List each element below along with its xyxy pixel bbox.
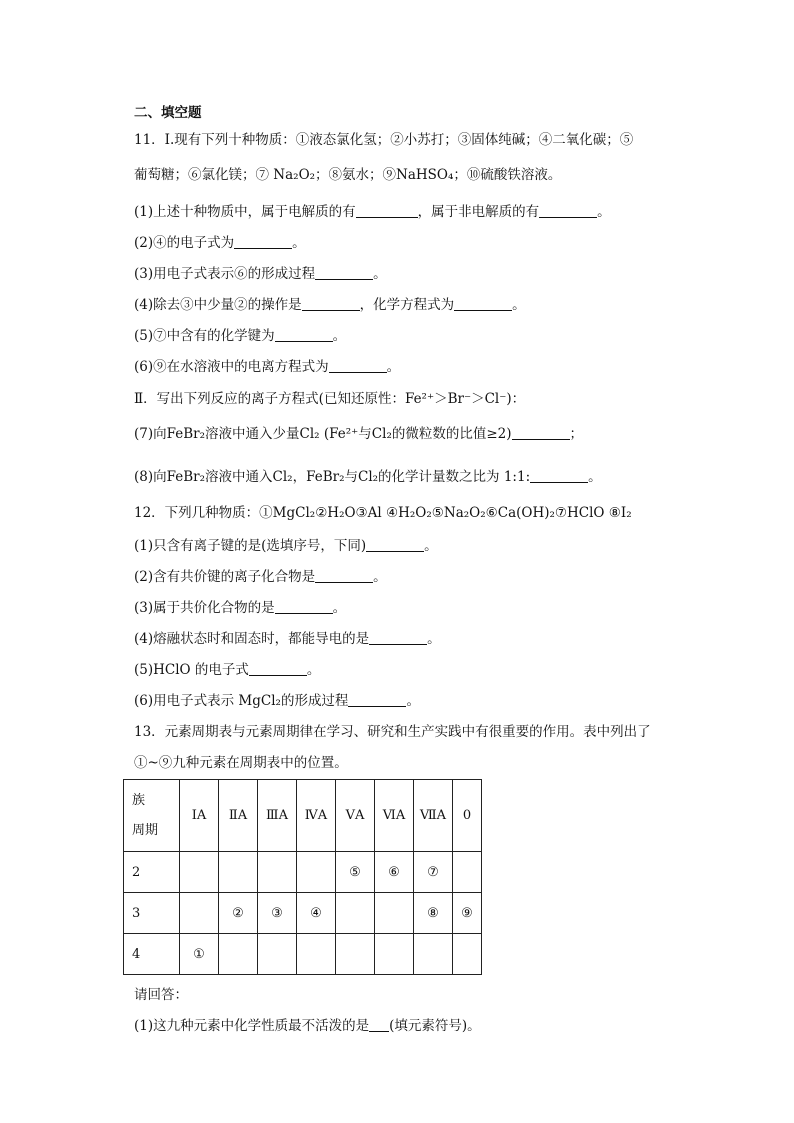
table-cell <box>453 934 482 975</box>
table-cell <box>297 852 336 893</box>
semicolon: ； <box>569 426 584 442</box>
answer-blank[interactable] <box>315 265 373 280</box>
q13-answer-prompt: 请回答： <box>134 987 188 1003</box>
q13-intro-line1: 13．元素周期表与元素周期律在学习、研究和生产实践中有很重要的作用。表中列出了 <box>134 724 651 740</box>
period: 。 <box>424 538 438 554</box>
table-cell <box>336 934 375 975</box>
q11-part4-text-b: ，化学方程式为 <box>359 297 455 313</box>
answer-blank[interactable] <box>302 296 360 311</box>
q11-part2-text: (2)④的电子式为 <box>134 235 235 251</box>
answer-blank[interactable] <box>512 425 570 440</box>
table-row <box>124 893 482 934</box>
q12-part5 <box>134 661 320 679</box>
q11-intro-line2: 葡萄糖；⑥氯化镁；⑦ Na₂O₂；⑧氨水；⑨NaHSO₄；⑩硫酸铁溶液。 <box>134 167 562 183</box>
q11-part1-text-a: (1)上述十种物质中，属于电解质的有 <box>134 204 356 220</box>
table-cell: ⑨ <box>453 893 482 934</box>
period-label: 4 <box>124 934 180 975</box>
answer-blank[interactable] <box>369 1017 389 1032</box>
group-header: ⅠA <box>180 780 219 852</box>
table-cell <box>180 893 219 934</box>
period: 。 <box>332 600 347 616</box>
table-header-row <box>124 780 482 852</box>
answer-blank[interactable] <box>234 234 292 249</box>
table-cell <box>375 893 414 934</box>
q12-part4-text: (4)熔融状态时和固态时，都能导电的是 <box>134 631 370 647</box>
q11-part5 <box>134 327 346 345</box>
period: 。 <box>386 359 401 375</box>
period-label: 3 <box>124 893 180 934</box>
q13-part1-text-a: (1)这九种元素中化学性质最不活泼的是 <box>134 1018 370 1034</box>
period: 。 <box>588 469 602 485</box>
q11-part4-text-a: (4)除去③中少量②的操作是 <box>134 297 302 313</box>
q12-part3 <box>134 599 346 617</box>
group-header: 0 <box>453 780 482 852</box>
table-row <box>124 852 482 893</box>
table-cell: ② <box>219 893 258 934</box>
table-cell <box>414 934 453 975</box>
answer-blank[interactable] <box>539 203 597 218</box>
q11-part7 <box>134 425 583 443</box>
answer-blank[interactable] <box>530 468 588 483</box>
period: 。 <box>406 693 420 709</box>
period: 。 <box>373 266 387 282</box>
q12-intro: 12．下列几种物质：①MgCl₂②H₂O③Al ④H₂O₂⑤Na₂O₂⑥Ca(OH)₂⑦HClO ⑧I₂ <box>134 505 632 521</box>
q12-part6-text: (6)用电子式表示 MgCl₂的形成过程 <box>134 693 349 709</box>
table-cell <box>336 893 375 934</box>
group-header: ⅣA <box>297 780 336 852</box>
period: 。 <box>512 297 526 313</box>
table-cell: ③ <box>258 893 297 934</box>
answer-blank[interactable] <box>348 692 406 707</box>
q11-part1-text-b: ，属于非电解质的有 <box>417 204 540 220</box>
q11-part1-end: 。 <box>597 204 611 220</box>
table-cell <box>375 934 414 975</box>
period-label: 2 <box>124 852 180 893</box>
answer-blank[interactable] <box>275 599 333 614</box>
q12-part2 <box>134 568 387 586</box>
q11-part6 <box>134 358 400 376</box>
table-row <box>124 934 482 975</box>
stub-period-label: 周期 <box>132 822 159 838</box>
section-title: 二、填空题 <box>134 105 202 121</box>
q12-part1-text: (1)只含有离子键的是(选填序号，下同) <box>134 538 367 554</box>
q13-intro-line2: ①~⑨九种元素在周期表中的位置。 <box>134 755 348 771</box>
q12-part4 <box>134 630 441 648</box>
table-stub-cell <box>124 780 180 852</box>
period: 。 <box>427 631 441 647</box>
q11-part6-text: (6)⑨在水溶液中的电离方程式为 <box>134 359 329 375</box>
q11-part5-text: (5)⑦中含有的化学键为 <box>134 328 275 344</box>
q12-part3-text: (3)属于共价化合物的是 <box>134 600 275 616</box>
q11-part4 <box>134 296 526 314</box>
q11-intro-line1: 11．Ⅰ.现有下列十种物质：①液态氯化氢；②小苏打；③固体纯碱；④二氧化碳；⑤ <box>134 132 634 148</box>
answer-blank[interactable] <box>249 661 307 676</box>
table-cell <box>180 852 219 893</box>
table-cell <box>258 934 297 975</box>
table-cell <box>453 852 482 893</box>
table-cell: ⑦ <box>414 852 453 893</box>
table-cell: ④ <box>297 893 336 934</box>
stub-group-label: 族 <box>132 792 146 808</box>
period: 。 <box>373 569 387 585</box>
q11-section-ii: Ⅱ．写出下列反应的离子方程式(已知还原性：Fe²⁺＞Br⁻＞Cl⁻)： <box>134 391 526 407</box>
group-header: ⅢA <box>258 780 297 852</box>
table-cell: ⑧ <box>414 893 453 934</box>
q11-part1 <box>134 203 611 221</box>
q11-part3 <box>134 265 387 283</box>
q12-part6 <box>134 692 420 710</box>
answer-blank[interactable] <box>315 568 373 583</box>
periodic-table <box>123 779 482 975</box>
period: 。 <box>292 235 306 251</box>
q11-part8-text: (8)向FeBr₂溶液中通入Cl₂，FeBr₂与Cl₂的化学计量数之比为 1:1: <box>134 469 531 485</box>
period: 。 <box>332 328 347 344</box>
q12-part1 <box>134 537 438 555</box>
q13-part1-text-b: (填元素符号)。 <box>389 1018 481 1034</box>
group-header: ⅡA <box>219 780 258 852</box>
answer-blank[interactable] <box>369 630 427 645</box>
table-cell: ① <box>180 934 219 975</box>
q11-part8 <box>134 468 602 486</box>
group-header: ⅦA <box>414 780 453 852</box>
group-header: ⅥA <box>375 780 414 852</box>
q12-part5-text: (5)HClO 的电子式 <box>134 662 249 678</box>
q11-part3-text: (3)用电子式表示⑥的形成过程 <box>134 266 316 282</box>
q11-part2 <box>134 234 306 252</box>
table-cell <box>219 852 258 893</box>
table-cell <box>258 852 297 893</box>
table-cell <box>297 934 336 975</box>
q13-part1 <box>134 1017 481 1035</box>
answer-blank[interactable] <box>275 327 333 342</box>
table-cell: ⑥ <box>375 852 414 893</box>
table-cell: ⑤ <box>336 852 375 893</box>
answer-blank[interactable] <box>329 358 387 373</box>
table-cell <box>219 934 258 975</box>
q12-part2-text: (2)含有共价键的离子化合物是 <box>134 569 316 585</box>
answer-blank[interactable] <box>454 296 512 311</box>
period: 。 <box>306 662 321 678</box>
answer-blank[interactable] <box>366 537 424 552</box>
q11-part7-text: (7)向FeBr₂溶液中通入少量Cl₂ (Fe²⁺与Cl₂的微粒数的比值≥2) <box>134 426 512 442</box>
group-header: ⅤA <box>336 780 375 852</box>
answer-blank[interactable] <box>356 203 418 218</box>
